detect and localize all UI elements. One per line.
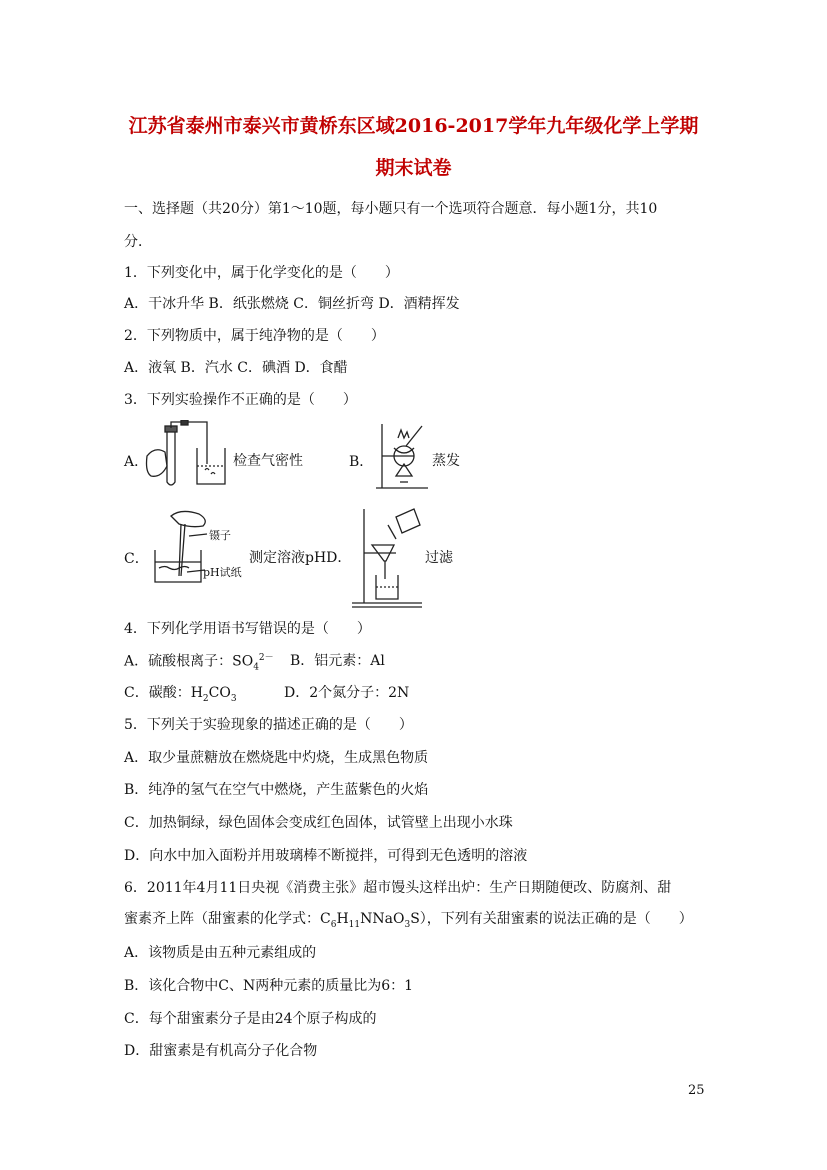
section-heading: 一、选择题（共20分）第1～10题，每小题只有一个选项符合题意．每小题1分，共10 <box>124 201 658 217</box>
q6-sub3: 3 <box>404 919 411 930</box>
q3-option-d-caption: 过滤 <box>425 550 453 566</box>
q6-l2-pre: 蜜素齐上阵（甜蜜素的化学式：C <box>124 911 331 927</box>
page-number: 25 <box>688 1083 705 1098</box>
q6-l2-post: ），下列有关甜蜜素的说法正确的是（ ） <box>419 911 693 927</box>
q5-stem: 5．下列关于实验现象的描述正确的是（ ） <box>124 717 413 733</box>
q3-stem: 3．下列实验操作不正确的是（ ） <box>124 392 357 408</box>
airtightness-apparatus-figure <box>145 420 235 492</box>
q2-options: A．液氧 B．汽水 C．碘酒 D．食醋 <box>124 360 348 376</box>
q6-mid3: S <box>410 911 420 927</box>
exam-title-line2: 期末试卷 <box>375 157 452 179</box>
q5-option-c: C．加热铜绿，绿色固体会变成红色固体，试管壁上出现小水珠 <box>124 815 513 831</box>
ph-paper-label: pH试纸 <box>203 566 242 579</box>
q6-stem-line2 <box>124 908 693 930</box>
q1-stem: 1．下列变化中，属于化学变化的是（ ） <box>124 265 399 281</box>
q3-option-b-caption: 蒸发 <box>432 453 460 469</box>
q6-mid2: NNaO <box>360 911 405 927</box>
q4-c-mid: CO <box>208 685 231 701</box>
q6-sub2: 11 <box>348 919 361 930</box>
q4-c-text: C．碳酸：H <box>124 685 203 701</box>
q4-option-a <box>124 650 274 672</box>
q3-option-a-caption: 检查气密性 <box>233 453 303 469</box>
q1-options: A．干冰升华 B．纸张燃烧 C．铜丝折弯 D．酒精挥发 <box>124 296 460 312</box>
q4-c-sub1: 2 <box>202 693 209 704</box>
q6-stem-line1: 6．2011年4月11日央视《消费主张》超市馒头这样出炉：生产日期随便改、防腐剂、甜 <box>124 880 672 896</box>
filtration-apparatus-figure <box>350 505 424 609</box>
exam-title-line1: 江苏省泰州市泰兴市黄桥东区域2016-2017学年九年级化学上学期 <box>128 115 699 137</box>
q5-option-a: A．取少量蔗糖放在燃烧匙中灼烧，生成黑色物质 <box>124 750 429 766</box>
q5-option-b: B．纯净的氢气在空气中燃烧，产生蓝紫色的火焰 <box>124 782 429 798</box>
q6-option-c: C．每个甜蜜素分子是由24个原子构成的 <box>124 1011 377 1027</box>
q3-option-c-letter: C． <box>124 551 149 567</box>
q4-c-sub2: 3 <box>230 693 237 704</box>
q4-option-c <box>124 682 237 704</box>
q4-stem: 4．下列化学用语书写错误的是（ ） <box>124 621 371 637</box>
q6-option-d: D．甜蜜素是有机高分子化合物 <box>124 1043 318 1059</box>
q4-a-text: A．硫酸根离子：SO <box>124 653 254 670</box>
evaporation-apparatus-figure <box>374 422 432 492</box>
q5-option-d: D．向水中加入面粉并用玻璃棒不断搅拌，可得到无色透明的溶液 <box>124 848 528 864</box>
q4-option-b: B．铝元素：Al <box>290 653 385 669</box>
q4-a-sub: 4 <box>253 662 259 673</box>
q4-a-sup: 2－ <box>258 653 274 663</box>
q6-sub1: 6 <box>330 919 337 930</box>
tweezers-label: 镊子 <box>209 529 231 542</box>
section-heading-cont: 分． <box>124 234 152 250</box>
q2-stem: 2．下列物质中，属于纯净物的是（ ） <box>124 328 385 344</box>
q4-option-d: D．2个氮分子：2N <box>284 685 410 701</box>
q6-option-b: B．该化合物中C、N两种元素的质量比为6：1 <box>124 978 414 994</box>
q3-option-b-letter: B． <box>349 454 374 470</box>
ph-measurement-figure <box>145 510 253 584</box>
q6-option-a: A．该物质是由五种元素组成的 <box>124 945 317 961</box>
q3-option-c-caption: 测定溶液pHD． <box>249 550 352 566</box>
q6-mid1: H <box>336 911 349 927</box>
q3-option-a-letter: A． <box>124 454 149 470</box>
